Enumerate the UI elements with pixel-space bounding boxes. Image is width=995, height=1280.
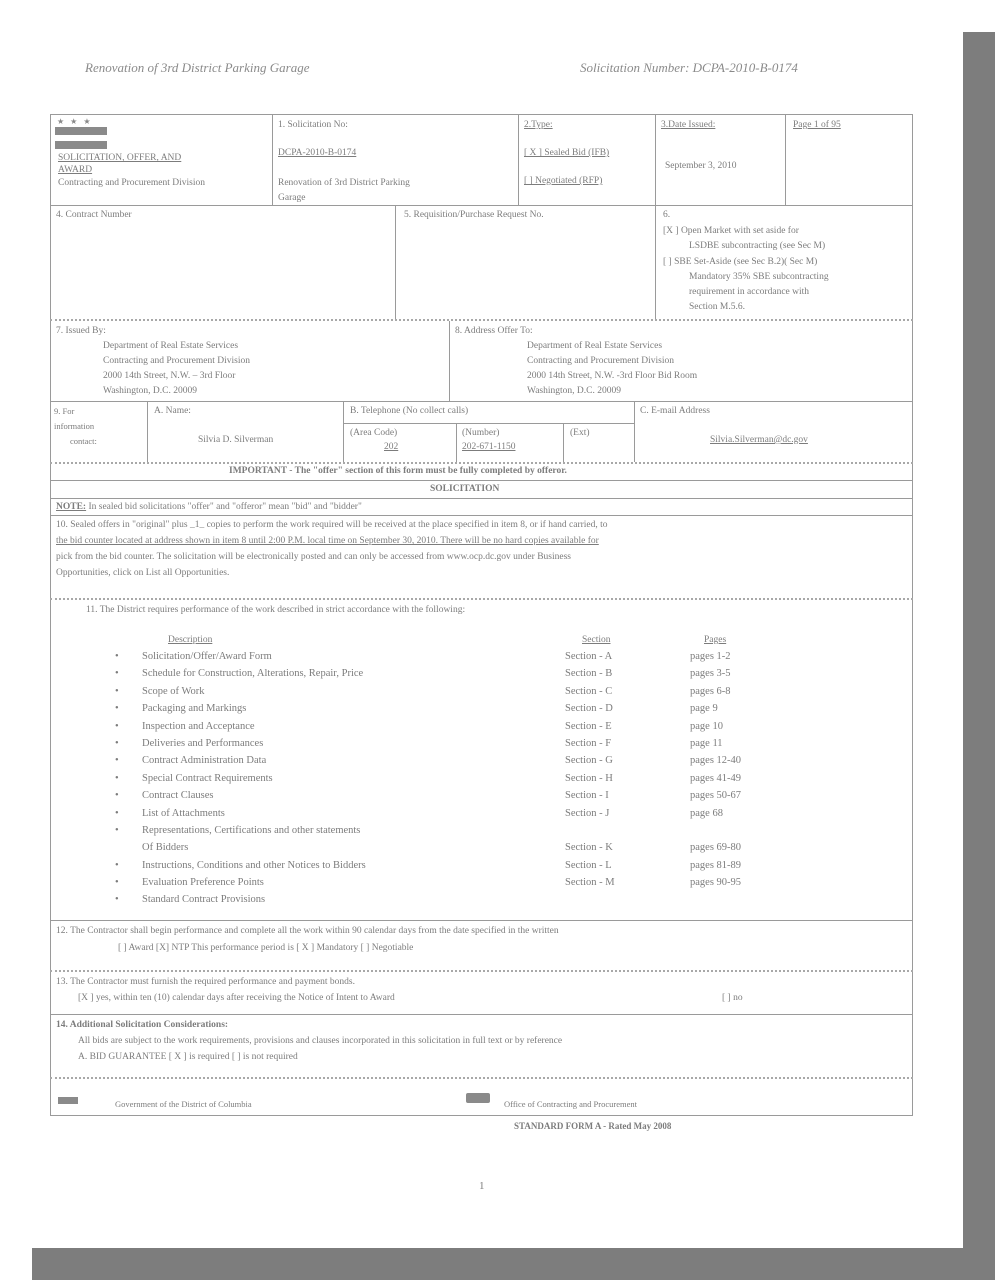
column-description: Description — [168, 635, 213, 645]
bullet-icon: • — [115, 772, 119, 784]
footer-ocp: Office of Contracting and Procurement — [504, 1099, 637, 1109]
list-item-pages: page 10 — [690, 720, 723, 732]
list-item — [115, 668, 795, 685]
set-aside-option-1-cont: LSDBE subcontracting (see Sec M) — [689, 241, 826, 251]
contact-label-1: 9. For — [54, 406, 75, 416]
list-item — [115, 703, 795, 720]
field6-label: 6. — [663, 210, 671, 220]
area-code-label: (Area Code) — [350, 428, 398, 438]
list-item-section: Section - F — [565, 737, 612, 749]
address-offer-line1: Department of Real Estate Services — [527, 341, 663, 351]
list-item-description: List of Attachments — [142, 807, 225, 819]
address-offer-label: 8. Address Offer To: — [455, 326, 533, 336]
solicitation-project-cont: Garage — [278, 193, 306, 203]
list-item-description: Evaluation Preference Points — [142, 877, 264, 889]
list-item-description: Standard Contract Provisions — [142, 894, 266, 906]
contact-name-label: A. Name: — [154, 406, 191, 416]
list-item-pages: pages 69-80 — [690, 842, 742, 854]
list-item-pages: page 68 — [690, 807, 723, 819]
list-item-description: Deliveries and Performances — [142, 737, 264, 749]
list-item — [115, 651, 795, 668]
email-label: C. E-mail Address — [640, 406, 710, 416]
set-aside-option-2-cont2: requirement in accordance with — [689, 287, 810, 297]
list-item-pages: pages 6-8 — [690, 685, 731, 697]
section14-title: 14. Additional Solicitation Considerations: — [56, 1020, 229, 1030]
important-notice: IMPORTANT - The "offer" section of this form must be fully completed by offeror. — [229, 466, 567, 476]
list-item-pages: pages 50-67 — [690, 790, 742, 802]
section14-line2: A. BID GUARANTEE [ X ] is required [ ] is not required — [78, 1052, 298, 1062]
list-item — [115, 686, 795, 703]
list-item-section: Section - D — [565, 703, 613, 715]
list-item-pages: pages 12-40 — [690, 755, 742, 767]
requisition-label: 5. Requisition/Purchase Request No. — [404, 210, 544, 220]
note-line — [56, 501, 362, 514]
bullet-icon: • — [115, 720, 119, 732]
bullet-icon: • — [115, 668, 119, 680]
telephone-label: B. Telephone (No collect calls) — [350, 406, 469, 416]
section-list — [115, 651, 795, 912]
list-item-section: Section - L — [565, 859, 612, 871]
form-name-line1: SOLICITATION, OFFER, AND — [58, 153, 182, 163]
section13-line1: 13. The Contractor must furnish the required performance and payment bonds. — [56, 977, 355, 987]
header-solicitation-number: Solicitation Number: DCPA-2010-B-0174 — [580, 60, 798, 75]
list-item-description: Packaging and Markings — [142, 703, 247, 715]
list-item-section: Section - H — [565, 772, 613, 784]
bullet-icon: • — [115, 894, 119, 906]
area-code-value: 202 — [384, 442, 399, 452]
item10-line3: pick from the bid counter. The solicitation will be electronically posted and can only be accessed from www.ocp.dc.gov under Business — [56, 552, 571, 562]
ocp-logo — [466, 1093, 490, 1103]
list-item-pages: pages 81-89 — [690, 859, 742, 871]
column-pages: Pages — [704, 635, 727, 645]
note-text: In sealed bid solicitations "offer" and "offeror" mean "bid" and "bidder" — [86, 502, 362, 512]
issued-by-line2: Contracting and Procurement Division — [103, 356, 250, 366]
contact-label-2: information — [54, 421, 95, 431]
list-item-description: Instructions, Conditions and other Notices to Bidders — [142, 859, 366, 871]
bullet-icon: • — [115, 737, 119, 749]
list-item-section: Section - J — [565, 807, 610, 819]
bullet-icon: • — [115, 877, 119, 889]
address-offer-line2: Contracting and Procurement Division — [527, 356, 674, 366]
item10-line1: 10. Sealed offers in "original" plus _1_ copies to perform the work required will be received at the place specified in item 8, or if hand carried, to — [56, 520, 608, 530]
form-division: Contracting and Procurement Division — [58, 178, 205, 188]
email-value[interactable]: Silvia.Silverman@dc.gov — [710, 435, 808, 445]
list-item — [115, 755, 795, 772]
bullet-icon: • — [115, 790, 119, 802]
solicitation-no-label: 1. Solicitation No: — [278, 120, 348, 130]
list-item-description: Contract Administration Data — [142, 755, 267, 767]
set-aside-option-2-cont3: Section M.5.6. — [689, 302, 745, 312]
issued-by-line1: Department of Real Estate Services — [103, 341, 239, 351]
phone-ext-label: (Ext) — [570, 428, 590, 438]
standard-form-label: STANDARD FORM A - Rated May 2008 — [514, 1121, 672, 1131]
list-item-section: Section - K — [565, 842, 613, 854]
list-item-section: Section - I — [565, 790, 609, 802]
date-issued-label: 3.Date Issued: — [661, 120, 716, 130]
form-name-line2: AWARD — [58, 165, 93, 175]
list-item — [115, 825, 795, 842]
list-item-section: Section - C — [565, 685, 613, 697]
contract-number-label: 4. Contract Number — [56, 210, 132, 220]
set-aside-option-1: [X ] Open Market with set aside for — [663, 226, 799, 236]
section11-intro: 11. The District requires performance of the work described in strict accordance with the following: — [86, 605, 466, 615]
section13-no: [ ] no — [722, 993, 743, 1003]
dc-flag-logo: ★★★ — [55, 117, 107, 151]
type-negotiated: [ ] Negotiated (RFP) — [524, 176, 603, 186]
section14-line1: All bids are subject to the work requirements, provisions and clauses incorporated in this solicitation in full text or by reference — [78, 1036, 563, 1046]
bullet-icon: • — [115, 703, 119, 715]
bullet-icon: • — [115, 807, 119, 819]
bullet-icon: • — [115, 755, 119, 767]
solicitation-heading: SOLICITATION — [430, 484, 500, 494]
bullet-icon: • — [115, 651, 119, 662]
page-number: 1 — [479, 1180, 485, 1192]
list-item — [115, 894, 795, 911]
issued-by-line4: Washington, D.C. 20009 — [103, 386, 197, 396]
dc-government-logo — [58, 1097, 78, 1104]
list-item-pages: pages 1-2 — [690, 651, 731, 662]
section13-line2: [X ] yes, within ten (10) calendar days after receiving the Notice of Intent to Award — [78, 993, 395, 1003]
item10-line4: Opportunities, click on List all Opportunities. — [56, 568, 230, 578]
address-offer-line4: Washington, D.C. 20009 — [527, 386, 621, 396]
address-offer-line3: 2000 14th Street, N.W. -3rd Floor Bid Room — [527, 371, 698, 381]
bullet-icon: • — [115, 859, 119, 871]
list-item — [115, 773, 795, 790]
page-shadow-right — [963, 32, 995, 1280]
item10-line2: the bid counter located at address shown in item 8 until 2:00 P.M. local time on September 30, 2010. There will be no hard copies available for — [56, 536, 599, 546]
list-item-description: Inspection and Acceptance — [142, 720, 255, 732]
list-item-description: Schedule for Construction, Alterations, Repair, Price — [142, 668, 364, 680]
list-item — [115, 721, 795, 738]
list-item-section: Section - A — [565, 651, 613, 662]
list-item-pages: page 9 — [690, 703, 718, 715]
header-project-title: Renovation of 3rd District Parking Garage — [85, 60, 310, 75]
set-aside-option-2: [ ] SBE Set-Aside (see Sec B.2)( Sec M) — [663, 257, 818, 267]
type-label: 2.Type: — [524, 120, 553, 130]
list-item — [115, 808, 795, 825]
contact-name-value: Silvia D. Silverman — [198, 435, 274, 445]
section12-line1: 12. The Contractor shall begin performance and complete all the work within 90 calendar days from the date specified in the written — [56, 926, 559, 936]
note-label: NOTE: — [56, 502, 87, 512]
list-item-description: Solicitation/Offer/Award Form — [142, 651, 272, 662]
solicitation-no-value: DCPA-2010-B-0174 — [278, 148, 357, 158]
list-item-description: Special Contract Requirements — [142, 772, 273, 784]
phone-number-label: (Number) — [462, 428, 500, 438]
section12-line2: [ ] Award [X] NTP This performance period is [ X ] Mandatory [ ] Negotiable — [118, 943, 414, 953]
list-item-section: Section - B — [565, 668, 613, 680]
contact-label-3: contact: — [70, 436, 97, 446]
list-item-description: Of Bidders — [142, 842, 189, 854]
column-section: Section — [582, 635, 611, 645]
footer-government: Government of the District of Columbia — [115, 1099, 252, 1109]
list-item-section: Section - G — [565, 755, 613, 767]
list-item-pages: page 11 — [690, 737, 723, 749]
list-item-section: Section - E — [565, 720, 612, 732]
list-item-section: Section - M — [565, 877, 615, 889]
bullet-icon: • — [115, 685, 119, 697]
list-item-pages: pages 41-49 — [690, 772, 742, 784]
list-item — [115, 877, 795, 894]
phone-number-value: 202-671-1150 — [462, 442, 516, 452]
list-item — [115, 738, 795, 755]
page-of-label: Page 1 of 95 — [793, 120, 841, 130]
list-item-pages: pages 90-95 — [690, 877, 742, 889]
list-item-description: Contract Clauses — [142, 790, 214, 802]
solicitation-project: Renovation of 3rd District Parking — [278, 178, 410, 188]
list-item — [115, 842, 795, 859]
date-issued-value: September 3, 2010 — [665, 161, 737, 171]
list-item-pages: pages 3-5 — [690, 668, 731, 680]
issued-by-line3: 2000 14th Street, N.W. – 3rd Floor — [103, 371, 236, 381]
list-item-description: Scope of Work — [142, 685, 205, 697]
issued-by-label: 7. Issued By: — [56, 326, 106, 336]
page-shadow-bottom — [32, 1248, 995, 1280]
bullet-icon: • — [115, 824, 119, 836]
type-sealed-bid: [ X ] Sealed Bid (IFB) — [524, 148, 610, 158]
list-item — [115, 860, 795, 877]
list-item-description: Representations, Certifications and other statements — [142, 824, 361, 836]
set-aside-option-2-cont: Mandatory 35% SBE subcontracting — [689, 272, 829, 282]
list-item — [115, 790, 795, 807]
